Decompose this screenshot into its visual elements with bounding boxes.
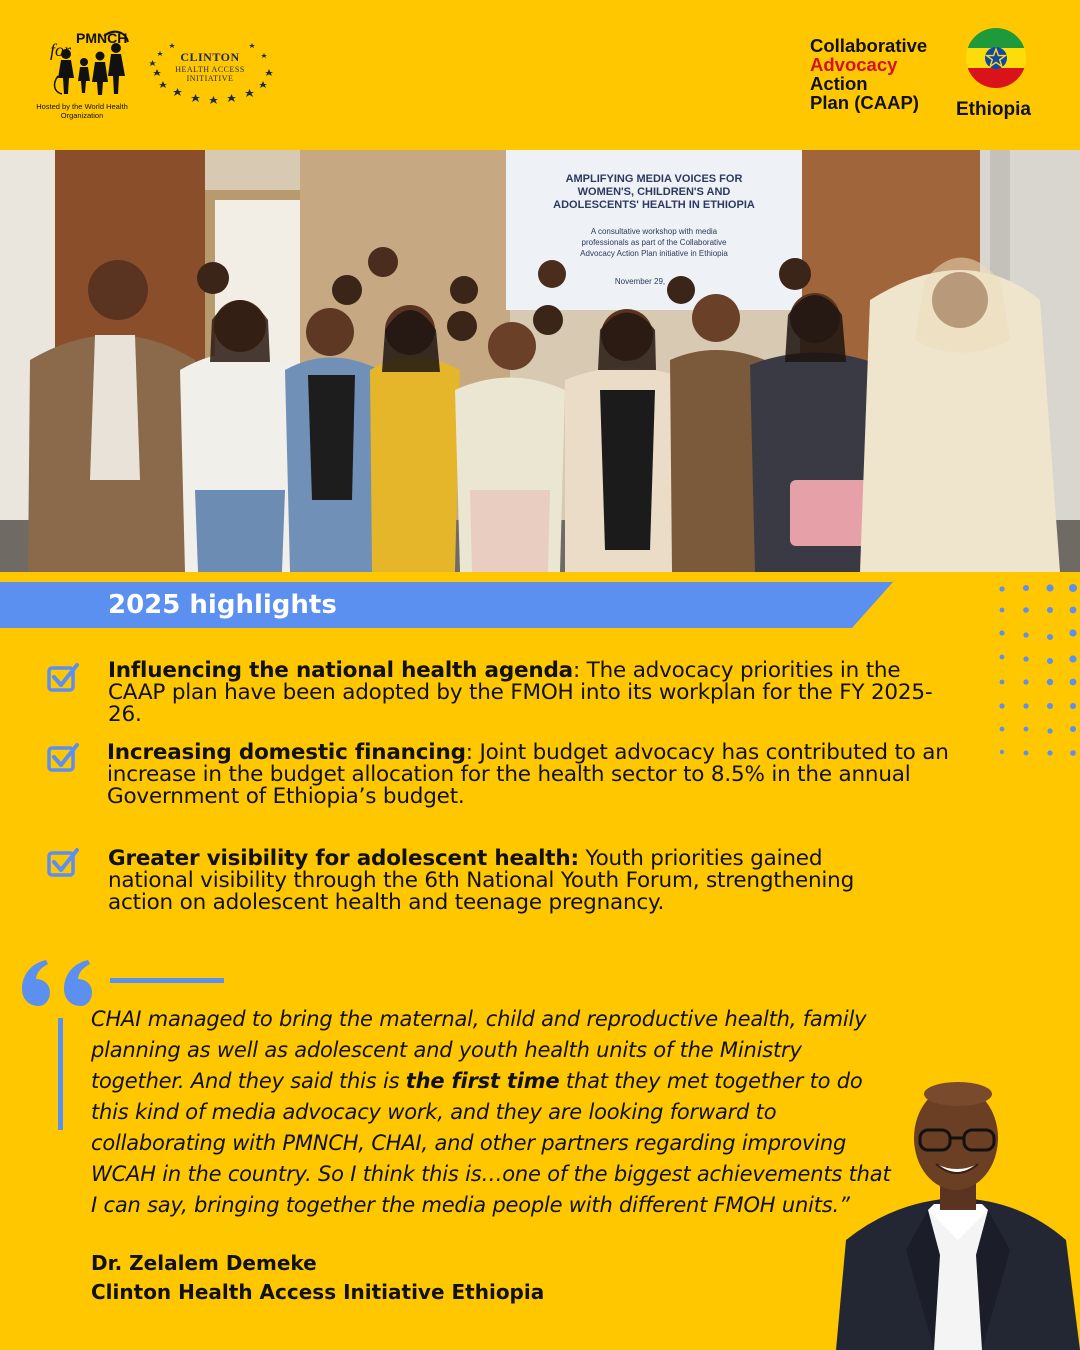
banner-sub-line3: Advocacy Action Plan initiative in Ethiopia — [580, 249, 728, 258]
banner-title-line2: WOMEN'S, CHILDREN'S AND — [577, 186, 731, 198]
banner-sub-line2: professionals as part of the Collaborative — [581, 238, 727, 247]
chai-name-line2: HEALTH ACCESS — [175, 65, 245, 74]
pmnch-for: for — [50, 40, 72, 60]
author-organization: Clinton Health Access Initiative Ethiopia — [91, 1280, 545, 1304]
chai-name-line3: INITIATIVE — [186, 74, 234, 83]
chai-name-line1: CLINTON — [180, 50, 240, 64]
group-photo — [0, 150, 1080, 572]
banner-title-line3: ADOLESCENTS' HEALTH IN ETHIOPIA — [553, 199, 755, 211]
banner-date: November 29, — [614, 277, 666, 286]
quote-icon — [22, 960, 102, 1006]
checkbox-checked-icon — [46, 847, 80, 879]
chai-logo — [146, 36, 276, 108]
highlights-title: 2025 highlights — [108, 590, 337, 620]
caap-line1: Collaborative — [810, 35, 928, 56]
checkbox-checked-icon — [46, 662, 80, 694]
pmnch-hosted-by: Hosted by the World Health Organization — [36, 102, 128, 120]
quote-accent-bar — [58, 1018, 63, 1130]
caap-line3: Action — [810, 73, 868, 94]
highlight-heading: Greater visibility for adolescent health: — [108, 846, 579, 871]
highlight-body: : Joint budget advocacy has contributed to an increase in the budget allocation for the health sector to 8.5% in the annual Government of Ethiopia’s budget. — [107, 740, 949, 809]
dot-grid-decoration — [996, 580, 1080, 760]
pmnch-logo — [30, 26, 140, 122]
quote-part2: that they met together to do this kind of media advocacy work, and they are looking forward to collaborating with PMNCH, CHAI, and other partners regarding improving WCAH in the country. So I think this is…one of the biggest achievements that I can say, bringing together the media people with different FMOH units.” — [91, 1069, 891, 1217]
banner-title-line: AMPLIFYING MEDIA VOICES FOR — [565, 173, 743, 185]
caap-title — [810, 36, 950, 112]
quote-emphasis: the first time — [405, 1069, 560, 1093]
highlight-body: : The advocacy priorities in the CAAP plan have been adopted by the FMOH into its workplan for the FY 2025-26. — [108, 658, 933, 727]
checkbox-checked-icon — [46, 742, 80, 774]
chai-name — [162, 50, 258, 83]
caap-line2: Advocacy — [810, 54, 898, 75]
pmnch-wordmark: PMNCH — [76, 30, 128, 46]
author-name: Dr. Zelalem Demeke — [91, 1251, 317, 1275]
ethiopia-flag-icon — [966, 28, 1026, 88]
caap-line4: Plan (CAAP) — [810, 92, 919, 113]
quote-author — [91, 1249, 691, 1307]
highlight-text — [107, 742, 957, 808]
highlight-heading: Increasing domestic financing — [107, 740, 466, 765]
highlight-text — [108, 660, 958, 726]
author-portrait-illustration — [836, 1080, 1080, 1350]
testimonial-quote — [91, 1004, 901, 1221]
group-photo-illustration — [0, 150, 1080, 572]
highlight-body: Youth priorities gained national visibility through the 6th National Youth Forum, strengthening action on adolescent health and teenage pregnancy. — [108, 846, 855, 915]
header — [0, 0, 1080, 150]
highlight-text — [108, 848, 908, 914]
author-portrait — [836, 1080, 1080, 1350]
quote-part1: CHAI managed to bring the maternal, child and reproductive health, family planning as well as adolescent and youth health units of the Ministry together. And they said this is — [91, 1007, 867, 1093]
banner-sub-line1: A consultative workshop with media — [590, 227, 718, 236]
country-label: Ethiopia — [956, 99, 1031, 120]
quote-accent-line — [110, 978, 224, 983]
highlight-heading: Influencing the national health agenda — [108, 658, 573, 683]
